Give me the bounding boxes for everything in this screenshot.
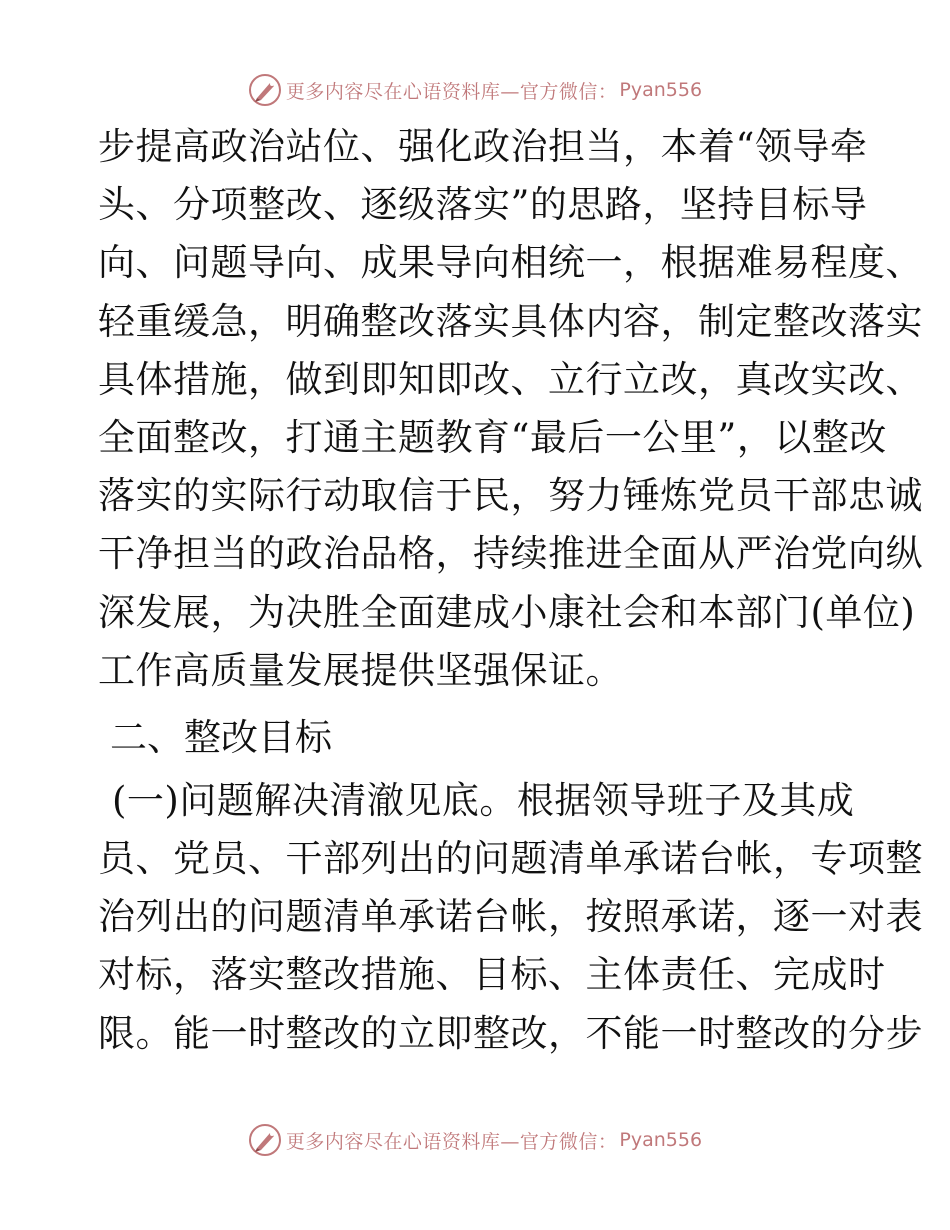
- text-line: 深发展，为决胜全面建成小康社会和本部门(单位): [98, 590, 916, 634]
- watermark-wechat-id: Pyan556: [619, 79, 703, 101]
- text-line: 步提高政治站位、强化政治担当，本着“领导牵: [98, 125, 868, 168]
- text-line: 头、分项整改、逐级落实”的思路，坚持目标导: [98, 183, 868, 227]
- pen-logo-icon: [248, 1123, 282, 1157]
- text-line: 对标，落实整改措施、目标、主体责任、完成时: [98, 953, 886, 997]
- subsection-title-line: (一)问题解决清澈见底。根据领导班子及其成: [112, 778, 855, 822]
- text-line: 工作高质量发展提供坚强保证。: [98, 648, 623, 692]
- pen-logo-icon: [248, 73, 282, 107]
- header-watermark: [0, 70, 950, 110]
- text-line: 向、问题导向、成果导向相统一，根据难易程度、: [98, 241, 923, 285]
- text-line: 全面整改，打通主题教育“最后一公里”，以整改: [98, 415, 887, 459]
- text-line: 限。能一时整改的立即整改，不能一时整改的分步: [98, 1011, 923, 1055]
- document-body: [98, 118, 923, 1063]
- intro-paragraph: [98, 118, 923, 700]
- footer-watermark: [0, 1120, 950, 1160]
- text-line: 落实的实际行动取信于民，努力锤炼党员干部忠诚: [98, 474, 923, 518]
- watermark-wechat-id: Pyan556: [619, 1129, 703, 1151]
- section-heading: 二、整改目标: [110, 715, 332, 759]
- watermark-text: 更多内容尽在心语资料库—官方微信：: [285, 80, 618, 103]
- text-line: 员、党员、干部列出的问题清单承诺台帐，专项整: [98, 837, 923, 881]
- subsection-paragraph: [98, 772, 923, 1063]
- text-line: 干净担当的政治品格，持续推进全面从严治党向纵: [98, 532, 923, 576]
- text-line: 治列出的问题清单承诺台帐，按照承诺，逐一对表: [98, 895, 923, 939]
- watermark-text: 更多内容尽在心语资料库—官方微信：: [285, 1130, 618, 1153]
- text-line: 轻重缓急，明确整改落实具体内容，制定整改落实: [98, 299, 923, 343]
- text-line: 具体措施，做到即知即改、立行立改，真改实改、: [98, 357, 923, 401]
